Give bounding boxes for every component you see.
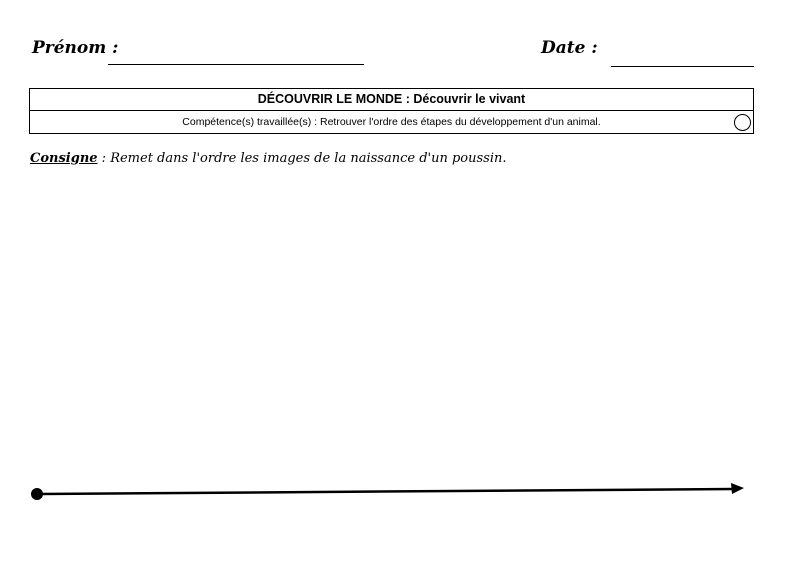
arrow-head-icon xyxy=(731,483,744,494)
instruction-separator: : xyxy=(97,151,111,166)
instruction-text: Remet dans l'ordre les images de la naissance d'un poussin. xyxy=(110,151,507,166)
prenom-label: Prénom : xyxy=(32,38,119,58)
timeline-arrow xyxy=(28,480,748,508)
date-label: Date : xyxy=(541,38,598,58)
prenom-write-line[interactable] xyxy=(108,64,364,65)
subject-title: DÉCOUVRIR LE MONDE : Découvrir le vivant xyxy=(30,89,753,111)
instruction xyxy=(30,151,507,166)
date-write-line[interactable] xyxy=(611,66,754,67)
timeline-line xyxy=(40,489,734,494)
evaluation-circle[interactable] xyxy=(734,114,751,131)
worksheet-header xyxy=(29,88,754,134)
competence-text: Compétence(s) travaillée(s) : Retrouver l'ordre des étapes du développement d'un animal. xyxy=(182,116,601,128)
instruction-label: Consigne xyxy=(30,151,98,166)
